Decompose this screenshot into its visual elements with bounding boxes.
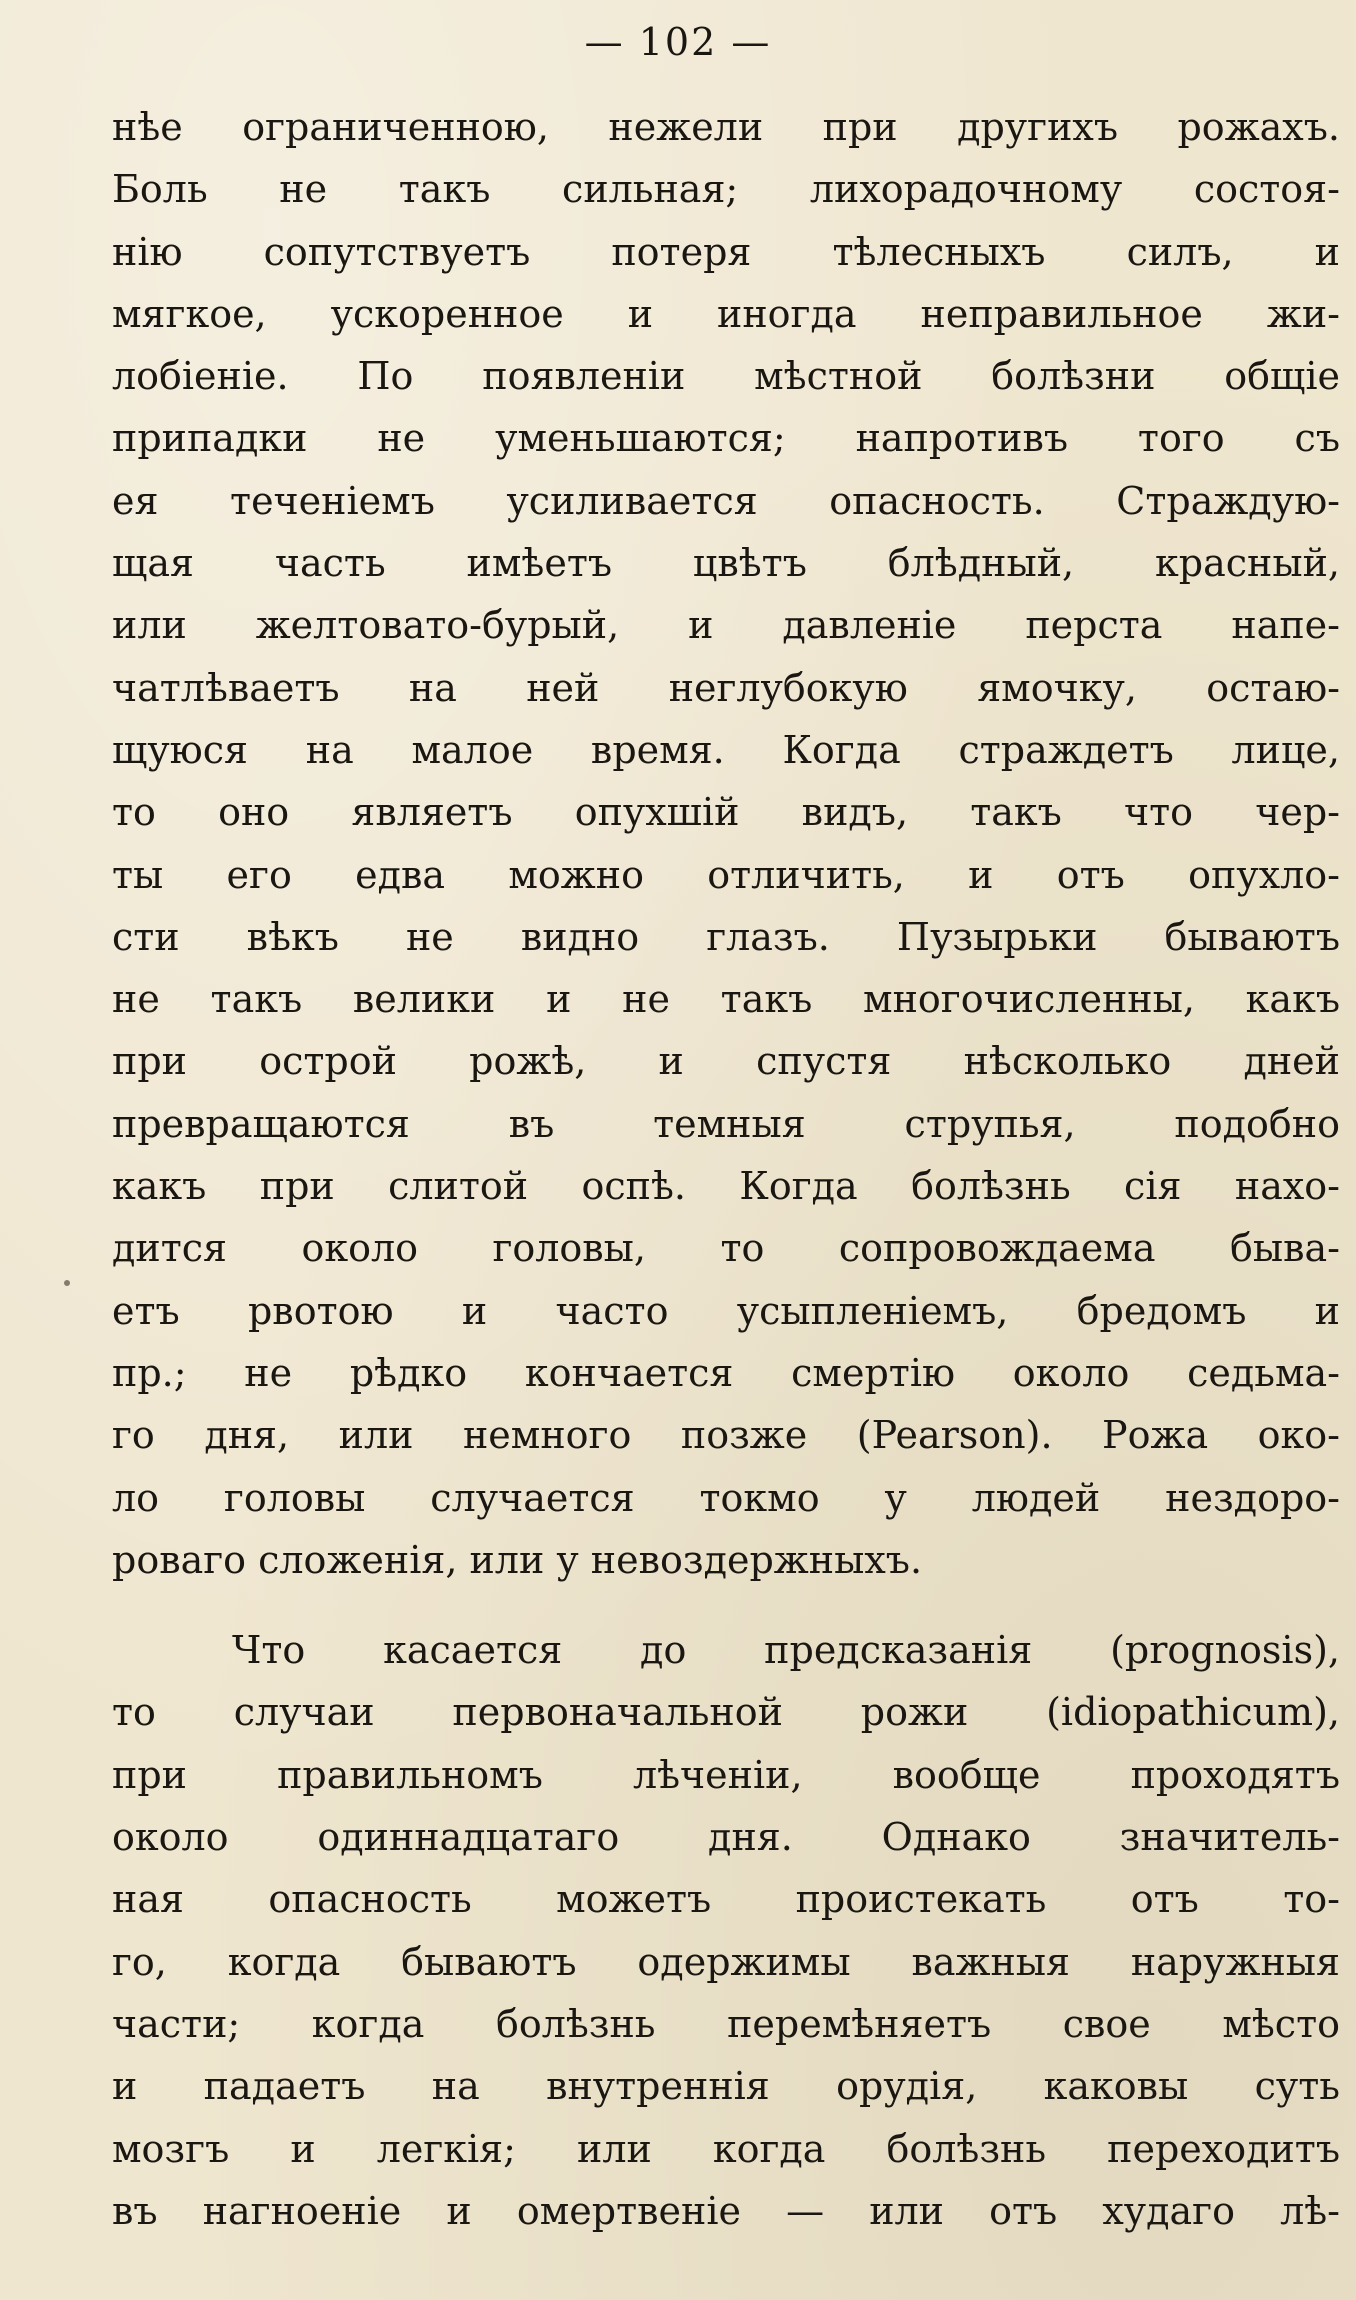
- text-line: нію сопутствуетъ потеря тѣлесныхъ силъ, и: [112, 229, 1340, 274]
- text-line: лобіеніе. По появленіи мѣстной болѣзни общіе: [112, 354, 1340, 399]
- paragraph-spacer: [112, 1591, 1340, 1619]
- text-line: дится около головы, то сопровождаема быва-: [112, 1226, 1340, 1271]
- text-line: ея теченіемъ усиливается опасность. Страждую-: [112, 478, 1340, 523]
- text-line: то оно являетъ опухшій видъ, такъ что чер-: [112, 790, 1340, 835]
- text-line: при правильномъ лѣченіи, вообще проходятъ: [112, 1752, 1340, 1797]
- text-line: превращаются въ темныя струпья, подобно: [112, 1101, 1340, 1146]
- text-line: не такъ велики и не такъ многочисленны, какъ: [112, 977, 1340, 1022]
- text-line: части; когда болѣзнь перемѣняетъ свое мѣсто: [112, 2001, 1340, 2046]
- text-line: го дня, или немного позже (Pearson). Рожа око-: [112, 1413, 1340, 1458]
- paragraph-2: [112, 1619, 1340, 2242]
- text-line: то случаи первоначальной рожи (idiopathicum),: [112, 1690, 1340, 1735]
- paragraph-1: [112, 96, 1340, 1591]
- ink-speck: [64, 1280, 70, 1286]
- text-line: мозгъ и легкія; или когда болѣзнь переходитъ: [112, 2126, 1340, 2171]
- text-line: или желтовато-бурый, и давленіе перста напе-: [112, 603, 1340, 648]
- text-line: и падаетъ на внутреннія орудія, каковы суть: [112, 2064, 1340, 2109]
- text-line: ты его едва можно отличить, и отъ опухло-: [112, 852, 1340, 897]
- text-line: мягкое, ускоренное и иногда неправильное жи-: [112, 291, 1340, 336]
- text-line: ло головы случается токмо у людей нездоро-: [112, 1475, 1340, 1520]
- text-line: Что касается до предсказанія (prognosis),: [232, 1628, 1340, 1673]
- text-line: го, когда бываютъ одержимы важныя наружныя: [112, 1939, 1340, 1984]
- text-line: роваго сложенія, или у невоздержныхъ.: [112, 1537, 923, 1582]
- text-line: около одиннадцатаго дня. Однако значитель-: [112, 1815, 1340, 1860]
- text-line: сти вѣкъ не видно глазъ. Пузырьки бываютъ: [112, 914, 1340, 959]
- text-line: пр.; не рѣдко кончается смертію около седьма-: [112, 1350, 1340, 1395]
- text-line: ная опасность можетъ проистекать отъ то-: [112, 1877, 1340, 1922]
- text-line: нѣе ограниченною, нежели при другихъ рожахъ.: [112, 105, 1340, 149]
- text-line: Боль не такъ сильная; лихорадочному состоя-: [112, 167, 1340, 212]
- text-line: щая часть имѣетъ цвѣтъ блѣдный, красный,: [112, 541, 1340, 586]
- text-line: при острой рожѣ, и спустя нѣсколько дней: [112, 1039, 1340, 1084]
- text-line: етъ рвотою и часто усыпленіемъ, бредомъ и: [112, 1288, 1340, 1333]
- text-line: въ нагноеніе и омертвеніе — или отъ худаго лѣ-: [112, 2188, 1340, 2233]
- text-line: припадки не уменьшаются; напротивъ того съ: [112, 416, 1340, 461]
- page-number: — 102 —: [584, 20, 772, 64]
- body-text: [112, 96, 1340, 2242]
- text-line: щуюся на малое время. Когда страждетъ лице,: [112, 727, 1340, 772]
- text-line: чатлѣваетъ на ней неглубокую ямочку, остаю-: [112, 665, 1340, 710]
- text-line: какъ при слитой оспѣ. Когда болѣзнь сія нахо-: [112, 1164, 1340, 1209]
